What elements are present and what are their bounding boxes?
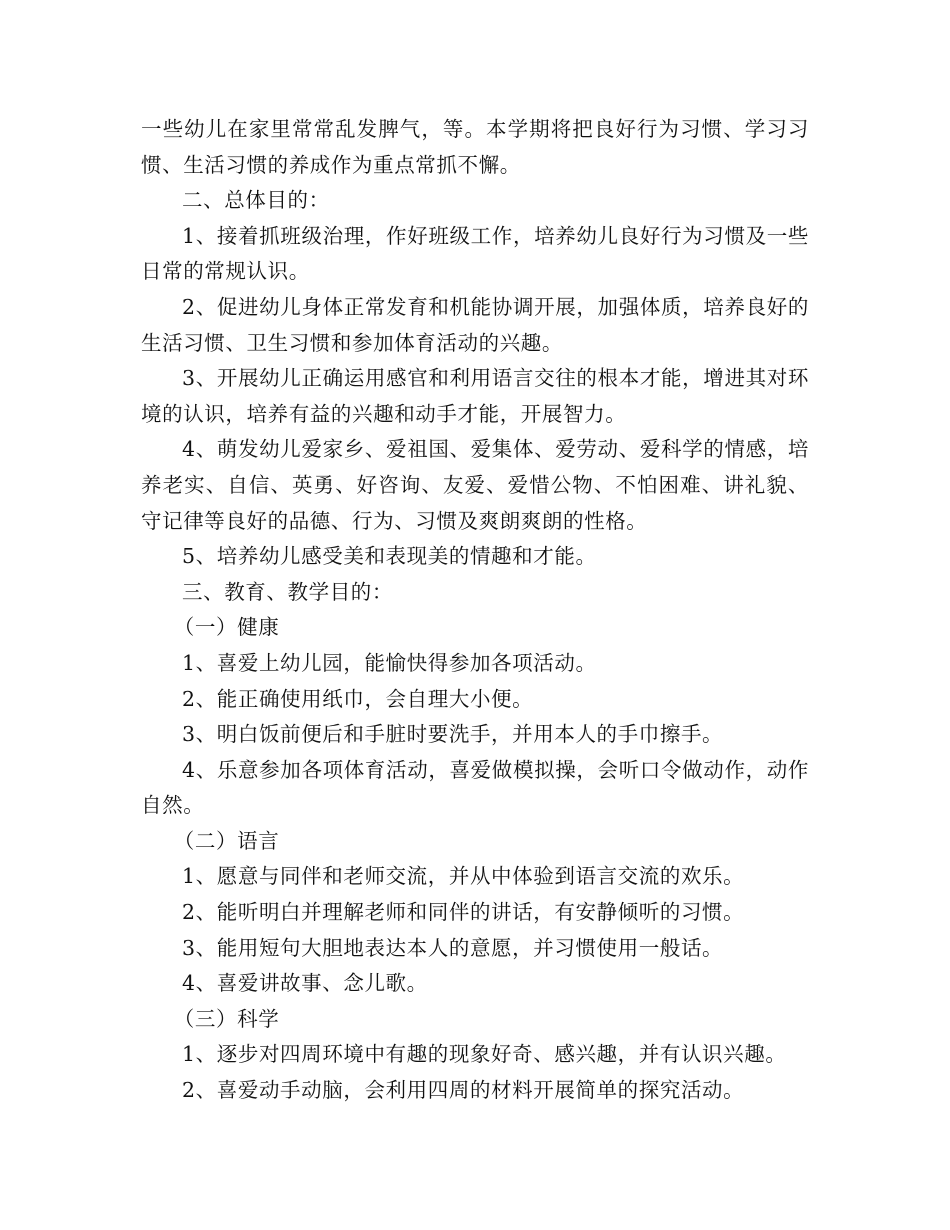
goal-item-1: 1、接着抓班级治理，作好班级工作，培养幼儿良好行为习惯及一些日常的常规认识。 (141, 223, 809, 284)
paragraph-intro-continuation: 一些幼儿在家里常常乱发脾气，等。本学期将把良好行为习惯、学习习惯、生活习惯的养成作为重点常抓不懈。 (141, 117, 809, 177)
science-item-1: 1、逐步对四周环境中有趣的现象好奇、感兴趣，并有认识兴趣。 (182, 1042, 787, 1067)
language-item-4: 4、喜爱讲故事、念儿歌。 (182, 971, 428, 996)
subsection-heading-science: （三）科学 (173, 1006, 280, 1031)
health-item-4: 4、乐意参加各项体育活动，喜爱做模拟操，会听口令做动作，动作自然。 (141, 757, 809, 818)
health-item-3: 3、明白饭前便后和手脏时要洗手，并用本人的手巾擦手。 (182, 722, 724, 747)
language-item-1: 1、愿意与同伴和老师交流，并从中体验到语言交流的欢乐。 (182, 864, 745, 889)
section-heading-overall-goals: 二、总体目的： (182, 188, 330, 213)
language-item-3: 3、能用短句大胆地表达本人的意愿，并习惯使用一般话。 (182, 935, 724, 960)
goal-item-4: 4、萌发幼儿爱家乡、爱祖国、爱集体、爱劳动、爱科学的情感，培养老实、自信、英勇、好咨询、友爱、爱惜公物、不怕困难、讲礼貌、守记律等良好的品德、行为、习惯及爽朗爽朗的性格。 (141, 437, 809, 533)
health-item-1: 1、喜爱上幼儿园，能愉快得参加各项活动。 (182, 650, 597, 675)
goal-item-3: 3、开展幼儿正确运用感官和利用语言交往的根本才能，增进其对环境的认识，培养有益的兴趣和动手才能，开展智力。 (141, 366, 809, 426)
section-heading-teaching-goals: 三、教育、教学目的： (182, 579, 393, 604)
language-item-2: 2、能听明白并理解老师和同伴的讲话，有安静倾听的习惯。 (182, 900, 745, 925)
goal-item-5: 5、培养幼儿感受美和表现美的情趣和才能。 (182, 544, 597, 569)
goal-item-2: 2、促进幼儿身体正常发育和机能协调开展，加强体质，培养良好的生活习惯、卫生习惯和参加体育活动的兴趣。 (141, 294, 809, 355)
subsection-heading-language: （二）语言 (173, 828, 280, 853)
science-item-2: 2、喜爱动手动脑，会利用四周的材料开展简单的探究活动。 (182, 1078, 745, 1103)
document-body (141, 112, 809, 1109)
health-item-2: 2、能正确使用纸巾，会自理大小便。 (182, 686, 534, 711)
subsection-heading-health: （一）健康 (173, 615, 280, 640)
